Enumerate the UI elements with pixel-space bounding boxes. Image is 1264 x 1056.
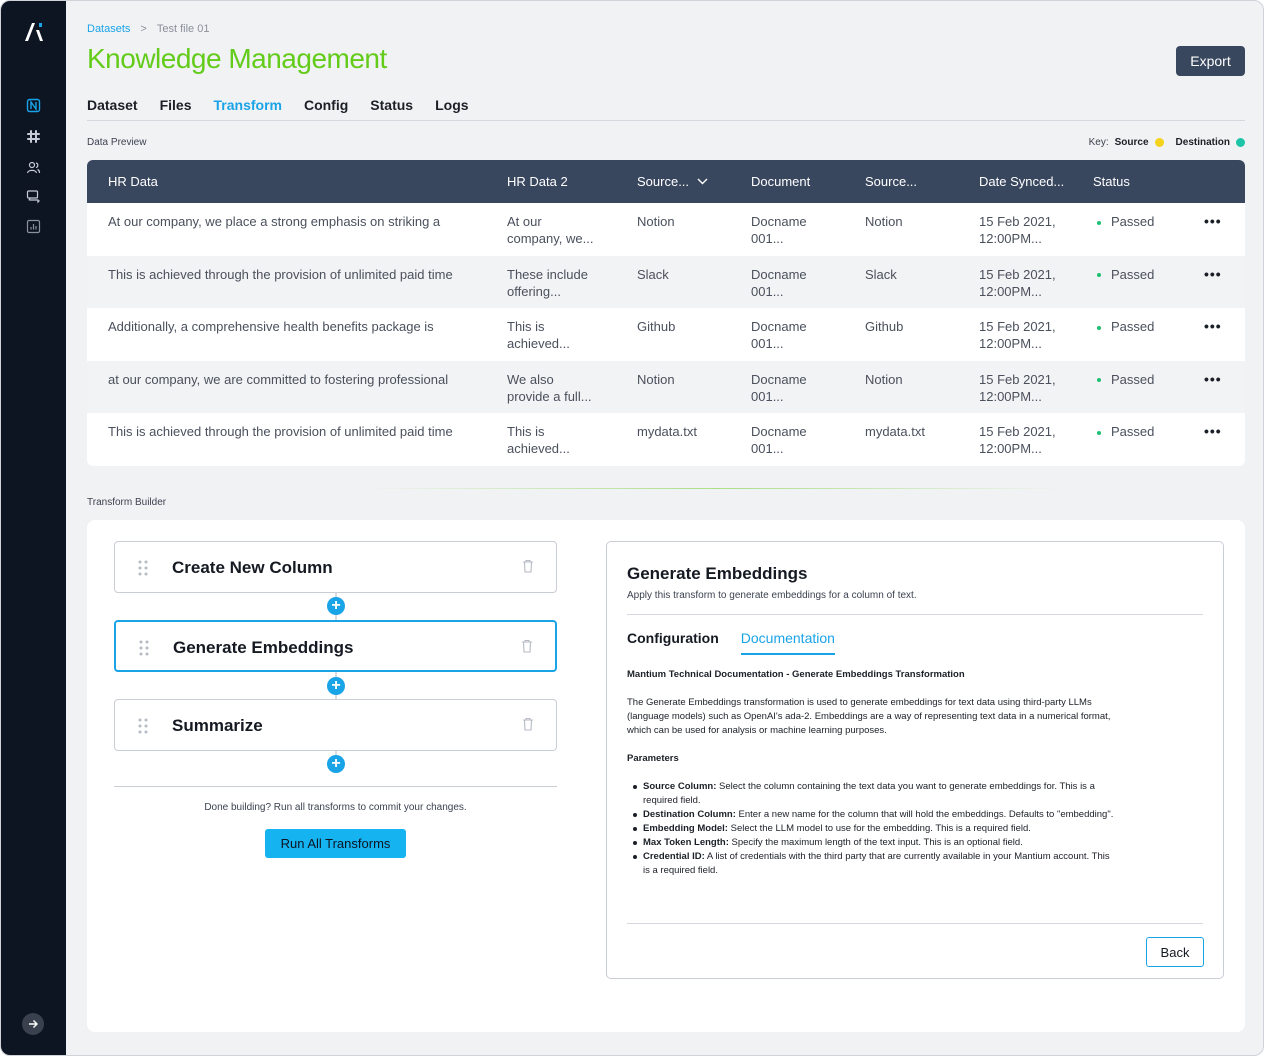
add-step-icon[interactable]: + [327,677,345,695]
details-tabs [627,630,835,655]
cell-document: Docname 001... [751,319,807,352]
tab-config[interactable]: Config [303,97,349,113]
cell-hr-data-2: At our company, we... [507,214,594,246]
cell-hr-data-2: This is achieved... [507,319,570,352]
details-divider [627,614,1203,615]
table-header [87,160,1245,203]
details-title: Generate Embeddings [627,564,808,583]
cell-source-2: Notion [865,214,903,229]
cell-date: 15 Feb 2021, 12:00PM... [979,266,1056,299]
tab-files[interactable]: Files [159,97,192,113]
color-key [1089,137,1245,148]
slack-icon[interactable] [26,129,41,144]
column-header-date-synced[interactable]: Date Synced... [979,174,1065,189]
section-divider [366,488,1066,489]
step-title: Summarize [172,716,263,735]
column-header-source[interactable]: Source... [637,174,690,189]
table-row[interactable] [87,413,1245,466]
cell-status: Passed [1097,213,1154,230]
cell-document: Docname 001... [751,266,807,299]
cell-source: Notion [637,371,675,387]
destination-color-dot [1236,138,1245,147]
cell-source: Slack [637,266,669,282]
cell-hr-data-2: These include offering... [507,266,588,299]
cell-date: 15 Feb 2021, 12:00PM... [979,214,1056,246]
row-more-options-icon[interactable]: ••• [1204,213,1222,229]
chevron-down-icon[interactable] [697,178,708,185]
source-color-dot [1155,138,1164,147]
breadcrumb-current: Test file 01 [156,23,210,35]
app-logo-icon[interactable] [23,21,45,43]
cell-status: Passed [1097,423,1154,440]
cell-hr-data: This is achieved through the provision of unlimited paid time [108,266,453,282]
transform-builder [87,520,1245,1032]
list-item: Embedding Model: Select the LLM model to use for the embedding. This is a required field. [631,822,1117,836]
back-button[interactable]: Back [1146,937,1204,967]
cell-hr-data: At our company, we place a strong emphasis on striking a [108,214,441,229]
trash-icon[interactable] [521,639,533,653]
row-more-options-icon[interactable]: ••• [1204,423,1222,440]
cell-date: 15 Feb 2021, 12:00PM... [979,319,1056,352]
step-card-summarize[interactable] [114,699,557,751]
main-content [66,1,1264,1056]
expand-sidebar-icon[interactable] [22,1013,44,1035]
step-title: Create New Column [172,558,333,577]
analytics-icon[interactable] [26,219,41,234]
status-dot [1097,431,1101,435]
details-subtitle: Apply this transform to generate embeddings for a column of text. [627,590,917,601]
cell-source: mydata.txt [637,424,697,440]
transform-builder-label: Transform Builder [87,497,167,508]
step-card-generate-embeddings[interactable] [114,620,557,672]
cell-hr-data: Additionally, a comprehensive health benefits package is [108,319,434,335]
transform-details-panel [606,541,1224,979]
list-item: Max Token Length: Specify the maximum length of the text input. This is an optional field. [631,836,1117,850]
list-item: Destination Column: Enter a new name for the column that will hold the embeddings. Defaults to "embedding". [631,808,1117,822]
row-more-options-icon[interactable]: ••• [1204,370,1222,387]
chat-icon[interactable] [26,189,41,204]
main-tabs [87,97,469,113]
tab-documentation[interactable]: Documentation [741,630,835,655]
trash-icon[interactable] [522,717,534,731]
done-building-text: Done building? Run all transforms to commit your changes. [204,802,467,813]
cell-document: Docname 001... [751,371,807,404]
breadcrumb [87,23,209,35]
export-button[interactable]: Export [1176,46,1245,76]
table-row[interactable] [87,203,1245,256]
doc-heading: Mantium Technical Documentation - Generate Embeddings Transformation [627,669,965,680]
tab-configuration[interactable]: Configuration [627,630,719,646]
cell-status: Passed [1097,318,1154,335]
params-list [627,780,1117,878]
step-card-create-new-column[interactable] [114,541,557,593]
breadcrumb-separator: > [140,23,147,35]
key-source-label: Source [1114,137,1149,148]
page-title: Knowledge Management [87,43,387,74]
cell-hr-data-2: We also provide a full... [507,371,592,404]
column-header-status[interactable]: Status [1093,174,1130,189]
tab-dataset[interactable]: Dataset [87,97,138,113]
documentation-content [627,668,1117,914]
table-row[interactable] [87,256,1245,309]
cell-date: 15 Feb 2021, 12:00PM... [979,424,1056,457]
notion-icon[interactable] [26,98,41,113]
doc-intro: The Generate Embeddings transformation is used to generate embeddings for text data using third-party LLMs (language models) such as OpenAI's ada-2. Embeddings are a way of representing text data in a numerical format, which can be used for analysis or machine learning purposes. [627,697,1111,736]
cell-source-2: Github [865,319,904,335]
params-heading: Parameters [627,753,679,764]
list-item: Credential ID: A list of credentials with the third party that are currently available in your Mantium account. This is a required field. [631,850,1117,878]
column-header-source-2[interactable]: Source... [865,174,918,189]
key-label: Key: [1088,137,1109,148]
status-dot [1097,378,1101,382]
tab-status[interactable]: Status [370,97,414,113]
tab-transform[interactable]: Transform [213,97,282,113]
breadcrumb-datasets-link[interactable]: Datasets [87,23,131,35]
list-item: Source Column: Select the column containing the text data you want to generate embeddings for. This is a required field. [631,780,1117,808]
table-row[interactable] [87,361,1245,414]
cell-source-2: mydata.txt [865,424,925,440]
data-preview-table [87,160,1245,466]
cell-status: Passed [1097,266,1154,283]
users-icon[interactable] [26,160,41,175]
add-step-icon[interactable]: + [327,755,345,773]
status-dot [1097,326,1101,330]
drag-handle-icon[interactable] [137,718,149,734]
cell-hr-data: at our company, we are committed to fostering professional [108,371,449,387]
tabs-divider [87,120,1245,121]
cell-source: Github [637,319,676,335]
cell-source-2: Notion [865,371,903,387]
row-more-options-icon[interactable]: ••• [1204,318,1222,335]
status-dot [1097,273,1101,277]
key-destination-label: Destination [1175,137,1230,148]
cell-document: Docname 001... [751,424,807,457]
column-header-hr-data[interactable]: HR Data [108,174,158,189]
cell-source-2: Slack [865,266,897,282]
add-step-icon[interactable]: + [327,597,345,615]
column-header-hr-data-2[interactable]: HR Data 2 [507,174,568,189]
cell-status: Passed [1097,371,1154,388]
cell-source: Notion [637,214,675,229]
cell-date: 15 Feb 2021, 12:00PM... [979,371,1056,404]
data-preview-label: Data Preview [87,137,147,148]
row-more-options-icon[interactable]: ••• [1204,265,1222,282]
drag-handle-icon[interactable] [138,640,150,656]
status-dot [1097,221,1101,225]
table-row[interactable] [87,308,1245,361]
cell-document: Docname 001... [751,214,807,246]
step-title: Generate Embeddings [173,638,354,657]
column-header-document[interactable]: Document [751,174,811,189]
cell-hr-data: This is achieved through the provision of unlimited paid time [108,424,453,440]
drag-handle-icon[interactable] [137,560,149,576]
builder-divider [114,786,557,787]
run-all-transforms-button[interactable]: Run All Transforms [265,829,406,858]
tab-logs[interactable]: Logs [435,97,469,113]
cell-hr-data-2: This is achieved... [507,424,570,457]
details-footer-divider [627,923,1203,924]
sidebar [1,1,66,1056]
trash-icon[interactable] [522,559,534,573]
